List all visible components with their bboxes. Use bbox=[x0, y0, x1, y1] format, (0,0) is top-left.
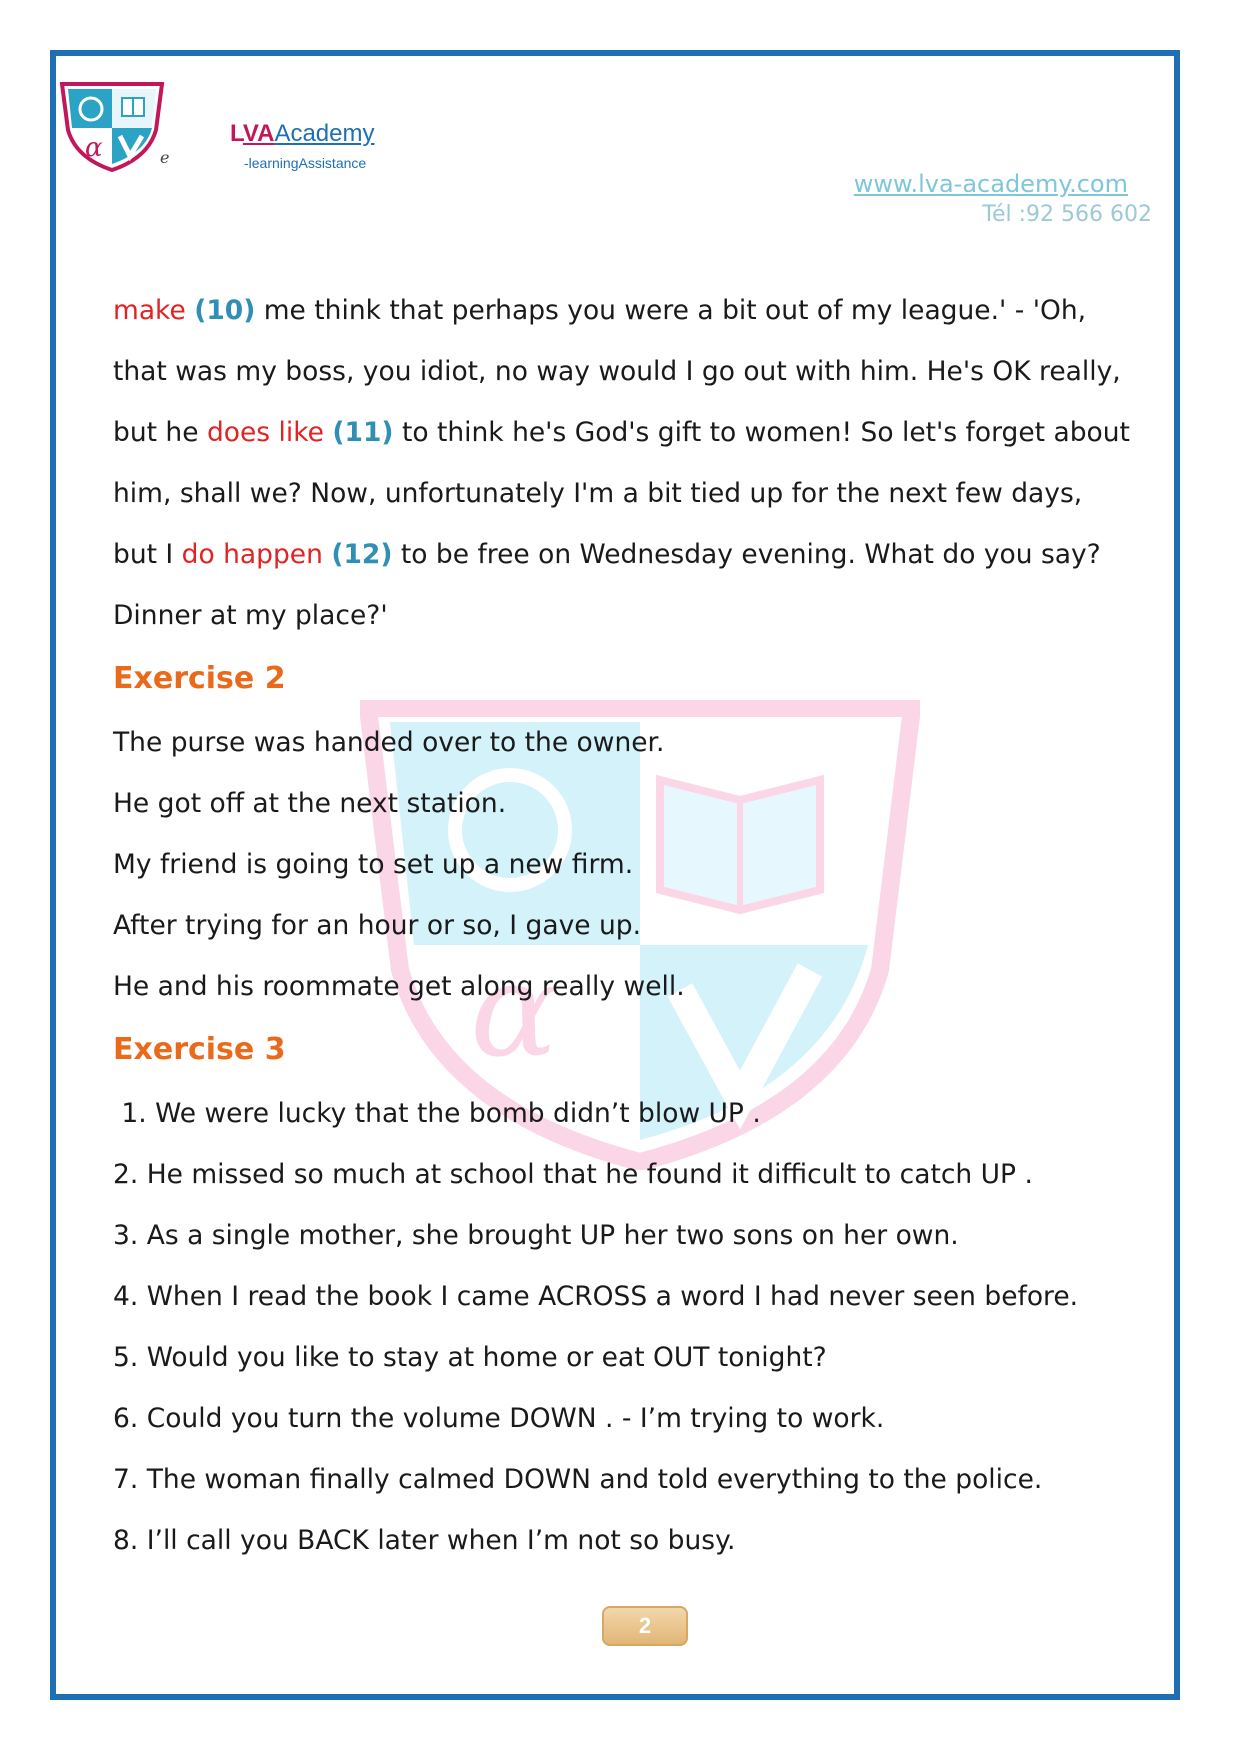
brand-tagline: -learningAssistance bbox=[244, 155, 367, 171]
story-text: but he bbox=[113, 417, 207, 448]
brand-academy: Academy bbox=[274, 120, 375, 147]
brand-name[interactable] bbox=[230, 120, 375, 148]
exercise-2-line: He and his roommate get along really well. bbox=[113, 971, 685, 1002]
exercise-2-line: He got off at the next station. bbox=[113, 788, 507, 819]
story-line-6: Dinner at my place?' bbox=[113, 600, 388, 631]
story-text: to be free on Wednesday evening. What do you say? bbox=[392, 539, 1101, 570]
blank-number-12: (12) bbox=[331, 539, 393, 570]
story-text: to think he's God's gift to women! So let's forget about bbox=[393, 417, 1130, 448]
page-content bbox=[113, 280, 1143, 1571]
brand-l: L bbox=[230, 120, 243, 147]
story-line-4: him, shall we? Now, unfortunately I'm a bit tied up for the next few days, bbox=[113, 478, 1083, 509]
exercise-3-item: 6. Could you turn the volume DOWN . - I’m trying to work. bbox=[113, 1403, 885, 1434]
logo-suffix: e bbox=[160, 148, 170, 167]
exercise-2-line: My friend is going to set up a new firm. bbox=[113, 849, 634, 880]
website-link[interactable]: www.lva-academy.com bbox=[853, 170, 1128, 198]
exercise-2-line: The purse was handed over to the owner. bbox=[113, 727, 665, 758]
story-text: me think that perhaps you were a bit out of my league.' - 'Oh, bbox=[255, 295, 1087, 326]
exercise-3-item: 7. The woman finally calmed DOWN and told everything to the police. bbox=[113, 1464, 1043, 1495]
answer-does-like: does like bbox=[206, 417, 324, 448]
story-line-2: that was my boss, you idiot, no way would I go out with him. He's OK really, bbox=[113, 356, 1121, 387]
exercise-3-item: 1. We were lucky that the bomb didn’t blow UP . bbox=[113, 1098, 761, 1129]
story-line-3 bbox=[113, 402, 1143, 463]
exercise-2-line: After trying for an hour or so, I gave up. bbox=[113, 910, 642, 941]
exercise-3-item: 8. I’ll call you BACK later when I’m not so busy. bbox=[113, 1525, 736, 1556]
exercise-3-item: 4. When I read the book I came ACROSS a word I had never seen before. bbox=[113, 1281, 1079, 1312]
brand-va: VA bbox=[242, 120, 275, 147]
page-number: 2 bbox=[602, 1606, 688, 1646]
story-text: but I bbox=[113, 539, 182, 570]
svg-text:α: α bbox=[470, 934, 558, 1086]
exercise-2-heading: Exercise 2 bbox=[113, 661, 286, 696]
academy-logo bbox=[58, 80, 166, 172]
phone-number: Tél :92 566 602 bbox=[982, 202, 1152, 227]
story-line-5 bbox=[113, 524, 1143, 585]
exercise-3-heading: Exercise 3 bbox=[113, 1032, 286, 1067]
svg-text:α: α bbox=[85, 133, 103, 163]
answer-do-happen: do happen bbox=[181, 539, 323, 570]
blank-number-11: (11) bbox=[332, 417, 394, 448]
answer-make: make bbox=[113, 295, 186, 326]
blank-number-10: (10) bbox=[194, 295, 256, 326]
story-line-1 bbox=[113, 280, 1143, 341]
exercise-3-item: 3. As a single mother, she brought UP her two sons on her own. bbox=[113, 1220, 959, 1251]
exercise-3-item: 2. He missed so much at school that he found it difficult to catch UP . bbox=[113, 1159, 1033, 1190]
exercise-3-item: 5. Would you like to stay at home or eat OUT tonight? bbox=[113, 1342, 827, 1373]
